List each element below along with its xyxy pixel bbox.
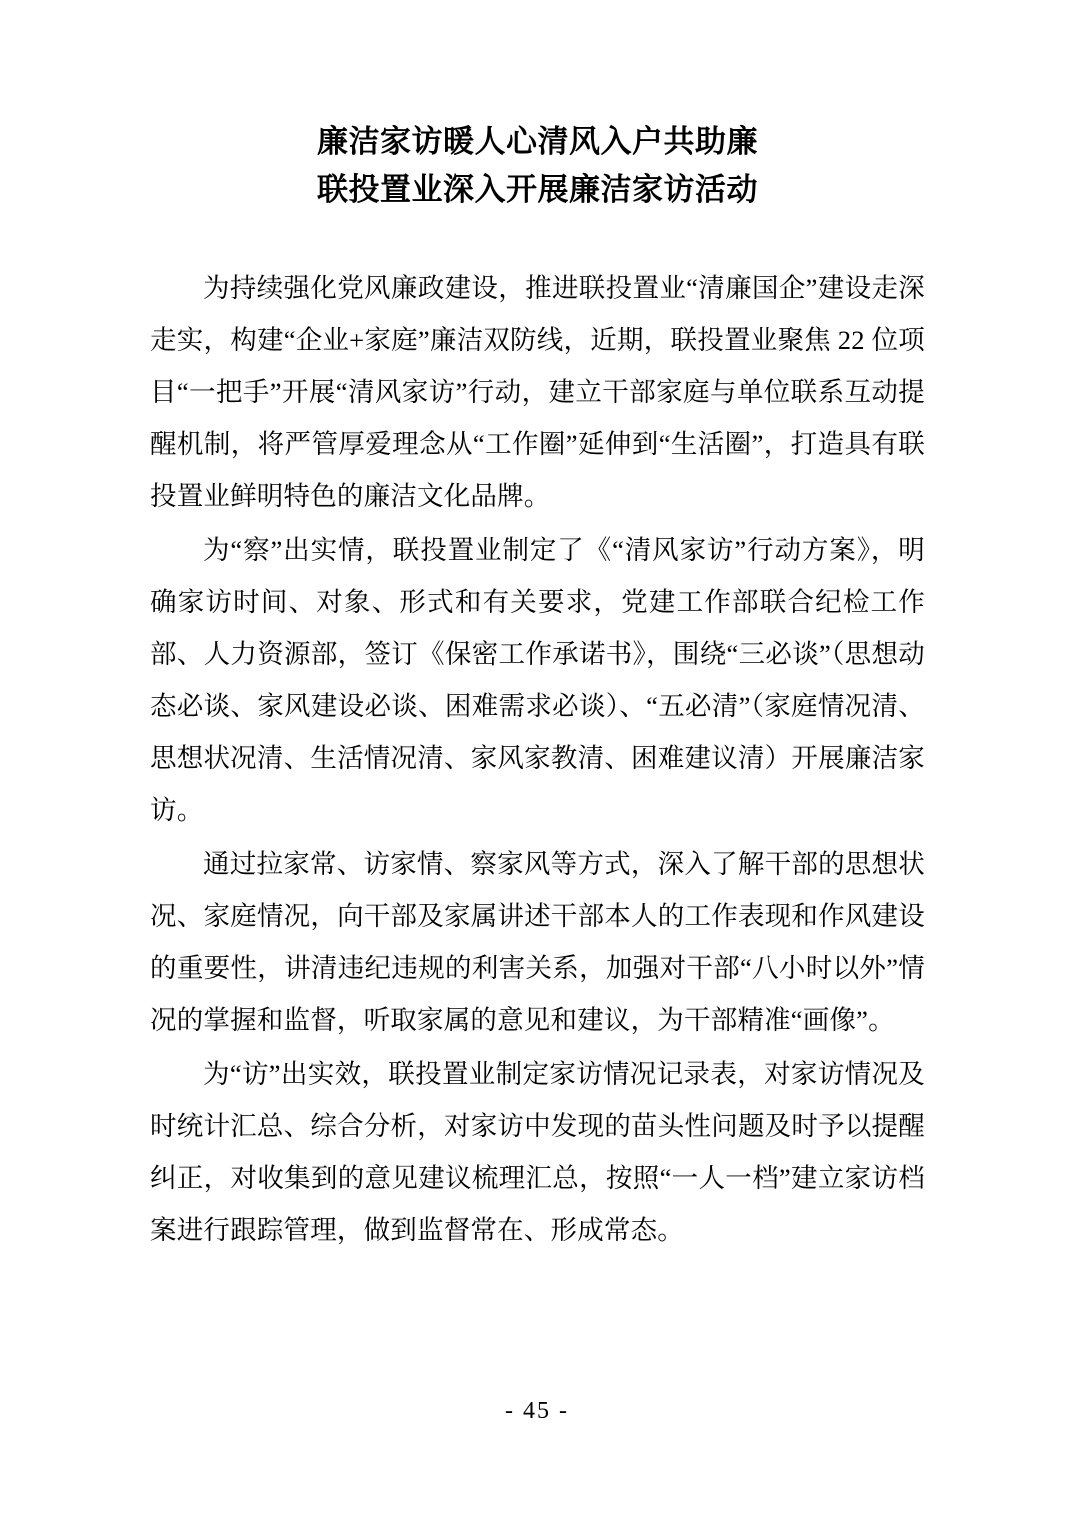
paragraph: 为“察”出实情，联投置业制定了《“清风家访”行动方案》，明确家访时间、对象、形式和有关要求，党建工作部联合纪检工作部、人力资源部，签订《保密工作承诺书》，围绕“三必谈”（思想动态必谈、家风建设必谈、困难需求必谈）、“五必清”（家庭情况清、思想状况清、生活情况清、家风家教清、困难建议清）开展廉洁家访。: [150, 535, 925, 826]
page-title: [150, 118, 925, 214]
page-number: - 45 -: [505, 1398, 569, 1424]
body-paragraphs: [150, 262, 925, 1256]
paragraph: 为“访”出实效，联投置业制定家访情况记录表，对家访情况及时统计汇总、综合分析，对家访中发现的苗头性问题及时予以提醒纠正，对收集到的意见建议梳理汇总，按照“一人一档”建立家访档案进行跟踪管理，做到监督常在、形成常态。: [150, 1059, 925, 1246]
page-title-line-1: 廉洁家访暖人心清风入户共助廉: [317, 124, 758, 159]
paragraph: 通过拉家常、访家情、察家风等方式，深入了解干部的思想状况、家庭情况，向干部及家属讲述干部本人的工作表现和作风建设的重要性，讲清违纪违规的利害关系，加强对干部“八小时以外”情况的掌握和监督，听取家属的意见和建议，为干部精准“画像”。: [150, 849, 925, 1036]
page-title-line-2: 联投置业深入开展廉洁家访活动: [317, 172, 758, 208]
paragraph: 为持续强化党风廉政建设，推进联投置业“清廉国企”建设走深走实，构建“企业+家庭”廉洁双防线，近期，联投置业聚焦 22 位项目“一把手”开展“清风家访”行动，建立干部家庭与单位联系互动提醒机制，将严管厚爱理念从“工作圈”延伸到“生活圈”，打造具有联投置业鲜明特色的廉洁文化品牌。: [150, 273, 925, 512]
document-body: [150, 118, 925, 1258]
